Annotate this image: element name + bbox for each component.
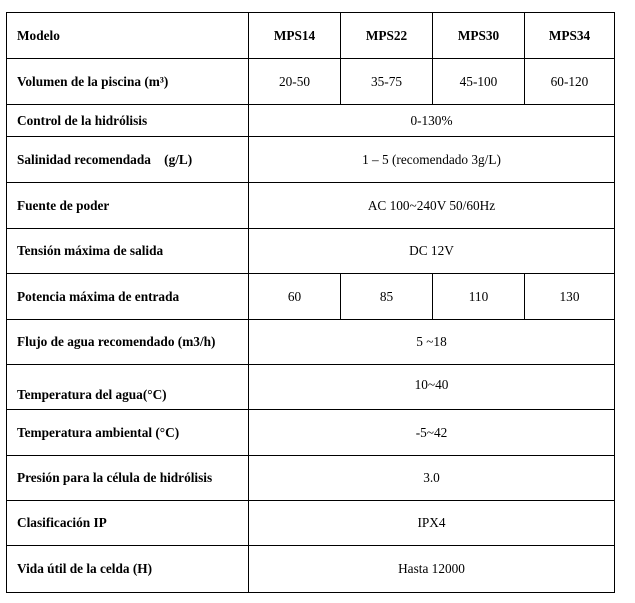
table-row-volume xyxy=(7,59,615,105)
cell-pressure-value: 3.0 xyxy=(249,456,615,501)
table-row-ambient-temp xyxy=(7,410,615,456)
model-header-mps30: MPS30 xyxy=(433,13,525,59)
volume-mps30: 45-100 xyxy=(433,59,525,105)
max-input-power-mps34: 130 xyxy=(525,274,615,320)
table-row-max-input-power xyxy=(7,274,615,320)
max-input-power-mps14: 60 xyxy=(249,274,341,320)
table-row-cell-life xyxy=(7,546,615,593)
power-source-label: Fuente de poder xyxy=(7,183,249,229)
salinity-value: 1 – 5 (recomendado 3g/L) xyxy=(249,137,615,183)
model-header-mps22: MPS22 xyxy=(341,13,433,59)
table-row-max-output-voltage xyxy=(7,229,615,274)
max-input-power-label: Potencia máxima de entrada xyxy=(7,274,249,320)
table-row-ip-rating xyxy=(7,501,615,546)
specs-table xyxy=(6,12,615,593)
model-header-mps34: MPS34 xyxy=(525,13,615,59)
max-input-power-mps30: 110 xyxy=(433,274,525,320)
ip-rating-value: IPX4 xyxy=(249,501,615,546)
ambient-temp-label: Temperatura ambiental (°C) xyxy=(7,410,249,456)
hydrolysis-control-value: 0-130% xyxy=(249,105,615,137)
table-row-salinity xyxy=(7,137,615,183)
salinity-label: Salinidad recomendada (g/L) xyxy=(7,137,249,183)
hydrolysis-control-label: Control de la hidrólisis xyxy=(7,105,249,137)
power-source-value: AC 100~240V 50/60Hz xyxy=(249,183,615,229)
max-input-power-mps22: 85 xyxy=(341,274,433,320)
table-row-water-temp xyxy=(7,365,615,410)
water-flow-value: 5 ~18 xyxy=(249,320,615,365)
ip-rating-label: Clasificación IP xyxy=(7,501,249,546)
max-output-voltage-value: DC 12V xyxy=(249,229,615,274)
header-label: Modelo xyxy=(7,13,249,59)
cell-life-value: Hasta 12000 xyxy=(249,546,615,593)
volume-label: Volumen de la piscina (m³) xyxy=(7,59,249,105)
volume-mps34: 60-120 xyxy=(525,59,615,105)
model-header-mps14: MPS14 xyxy=(249,13,341,59)
volume-mps14: 20-50 xyxy=(249,59,341,105)
cut-off-heading xyxy=(16,0,276,4)
cell-pressure-label: Presión para la célula de hidrólisis xyxy=(7,456,249,501)
cell-life-label: Vida útil de la celda (H) xyxy=(7,546,249,593)
table-row-water-flow xyxy=(7,320,615,365)
table-row-header xyxy=(7,13,615,59)
water-temp-value: 10~40 xyxy=(249,365,615,410)
table-row-cell-pressure xyxy=(7,456,615,501)
table-row-power-source xyxy=(7,183,615,229)
volume-mps22: 35-75 xyxy=(341,59,433,105)
water-temp-label: Temperatura del agua(°C) xyxy=(7,365,249,410)
water-flow-label: Flujo de agua recomendado (m3/h) xyxy=(7,320,249,365)
ambient-temp-value: -5~42 xyxy=(249,410,615,456)
table-row-hydrolysis-control xyxy=(7,105,615,137)
max-output-voltage-label: Tensión máxima de salida xyxy=(7,229,249,274)
